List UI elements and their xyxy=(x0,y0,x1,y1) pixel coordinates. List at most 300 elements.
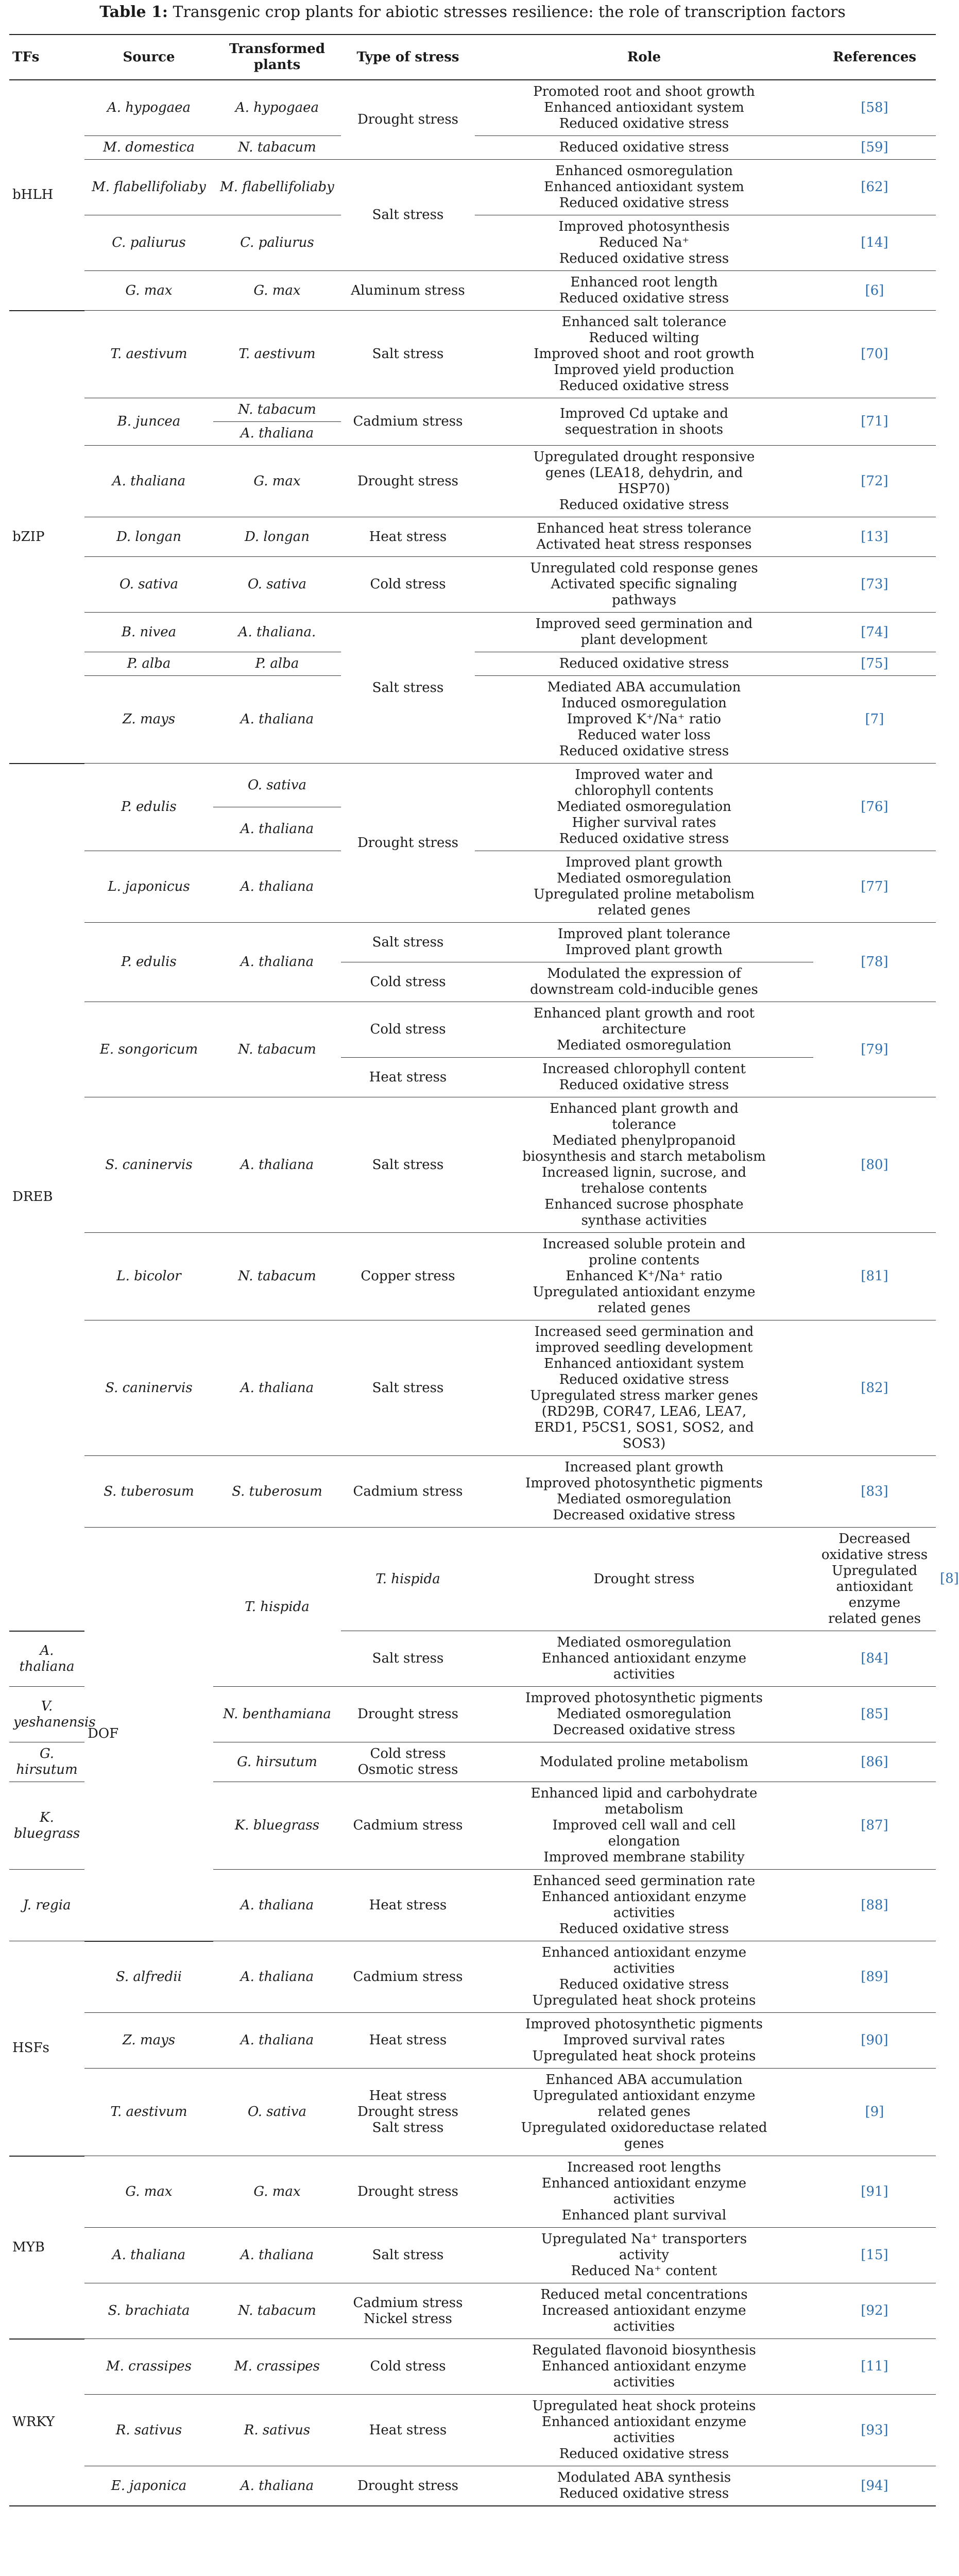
transformed-plant-cell: N. tabacum xyxy=(213,136,341,160)
role-line: Decreased oxidative stress xyxy=(821,1531,928,1563)
reference-link[interactable]: [8] xyxy=(940,1571,959,1587)
table-row xyxy=(9,1002,936,1058)
role-line: tolerance xyxy=(612,1117,676,1132)
source-cell: T. hispida xyxy=(213,1528,341,1687)
role-line: chlorophyll contents xyxy=(574,783,714,799)
role-line: Enhanced salt tolerance xyxy=(561,314,727,330)
reference-link[interactable]: [59] xyxy=(861,140,888,155)
transformed-plant-cell: N. tabacum xyxy=(213,398,341,422)
stress-line: Salt stress xyxy=(372,1651,444,1666)
reference-cell xyxy=(813,2339,936,2395)
role-line: Improved photosynthetic pigments xyxy=(525,1476,763,1491)
reference-cell xyxy=(813,1782,936,1870)
source-cell: S. tuberosum xyxy=(84,1456,213,1528)
reference-link[interactable]: [79] xyxy=(861,1041,888,1057)
reference-cell xyxy=(813,446,936,517)
reference-cell xyxy=(813,2395,936,2466)
reference-cell xyxy=(813,764,936,851)
table-row xyxy=(9,1320,936,1456)
reference-link[interactable]: [77] xyxy=(861,878,888,894)
reference-link[interactable]: [9] xyxy=(865,2104,884,2120)
role-line: Enhanced antioxidant enzyme xyxy=(541,1889,747,1905)
tf-family-cell: HSFs xyxy=(9,1941,84,2156)
header-tfs: TFs xyxy=(9,35,84,80)
reference-cell xyxy=(813,676,936,764)
role-line: Reduced Na⁺ content xyxy=(571,2263,717,2279)
stress-type-cell xyxy=(341,557,475,613)
stress-type-cell xyxy=(341,613,475,764)
role-cell xyxy=(475,1002,813,1058)
role-line: Improved plant growth xyxy=(566,855,723,870)
role-line: SOS3) xyxy=(622,1436,666,1451)
stress-type-cell xyxy=(341,446,475,517)
role-line: Increased root lengths xyxy=(567,2160,721,2175)
role-line: Upregulated heat shock proteins xyxy=(532,2048,756,2064)
reference-link[interactable]: [72] xyxy=(861,473,888,489)
role-cell xyxy=(475,80,813,136)
reference-link[interactable]: [82] xyxy=(861,1380,888,1396)
role-line: Decreased oxidative stress xyxy=(553,1507,735,1523)
transformed-plant-cell: A. thaliana xyxy=(213,676,341,764)
role-line: Enhanced antioxidant enzyme xyxy=(541,2359,747,2374)
source-cell: L. japonicus xyxy=(84,851,213,923)
reference-link[interactable]: [71] xyxy=(861,414,888,429)
role-line: Increased soluble protein and xyxy=(542,1236,746,1252)
reference-cell xyxy=(813,2283,936,2339)
source-cell: O. sativa xyxy=(84,557,213,613)
source-cell: P. alba xyxy=(84,652,213,676)
stress-type-cell xyxy=(341,1687,475,1742)
table-row xyxy=(9,160,936,215)
stress-type-cell xyxy=(341,1097,475,1233)
reference-cell xyxy=(813,215,936,271)
role-line: Activated heat stress responses xyxy=(536,537,752,552)
reference-link[interactable]: [94] xyxy=(861,2478,888,2494)
role-line: Improved cell wall and cell xyxy=(552,1818,736,1833)
source-cell: T. aestivum xyxy=(84,311,213,398)
tf-family-cell: bZIP xyxy=(9,311,84,764)
stress-type-cell xyxy=(475,1528,813,1631)
role-line: downstream cold-inducible genes xyxy=(530,982,758,997)
source-cell: T. aestivum xyxy=(84,2069,213,2156)
reference-link[interactable]: [83] xyxy=(861,1483,888,1499)
stress-line: Salt stress xyxy=(372,2247,444,2263)
role-line: Reduced oxidative stress xyxy=(559,743,729,759)
stress-type-cell xyxy=(341,1631,475,1687)
role-line: Improved photosynthetic pigments xyxy=(525,2016,763,2032)
role-line: Reduced oxidative stress xyxy=(559,1977,729,1992)
source-cell: C. paliurus xyxy=(84,215,213,271)
role-line: Enhanced sucrose phosphate xyxy=(544,1197,744,1212)
stress-type-cell xyxy=(341,1058,475,1097)
role-line: Activated specific signaling xyxy=(551,577,738,592)
stress-type-cell xyxy=(341,2156,475,2228)
stress-type-cell xyxy=(341,1782,475,1870)
source-cell: V. yeshanensis xyxy=(9,1687,84,1742)
role-cell xyxy=(475,1233,813,1320)
role-line: Mediated ABA accumulation xyxy=(547,680,741,695)
stress-line: Cadmium stress xyxy=(353,1483,463,1499)
role-line: Reduced oxidative stress xyxy=(559,291,729,306)
role-line: Reduced oxidative stress xyxy=(559,195,729,211)
reference-link[interactable]: [74] xyxy=(861,624,888,640)
role-line: Enhanced antioxidant system xyxy=(544,179,744,195)
transformed-plant-cell: A. thaliana xyxy=(213,923,341,1002)
role-cell xyxy=(475,652,813,676)
reference-cell xyxy=(813,160,936,215)
reference-link[interactable]: [90] xyxy=(861,2032,888,2048)
reference-cell xyxy=(813,1941,936,2013)
stress-line: Osmotic stress xyxy=(357,1762,458,1777)
role-cell xyxy=(475,1870,813,1941)
role-cell xyxy=(475,1631,813,1687)
transformed-plant-cell: G. max xyxy=(213,446,341,517)
role-cell xyxy=(475,2156,813,2228)
stress-line: Copper stress xyxy=(361,1268,455,1284)
source-cell: A. thaliana xyxy=(84,446,213,517)
table-row xyxy=(9,1456,936,1528)
role-cell xyxy=(813,1528,936,1631)
role-line: Upregulated stress marker genes xyxy=(530,1388,758,1403)
transformed-plant-cell: T. hispida xyxy=(341,1528,475,1631)
role-line: Reduced oxidative stress xyxy=(559,2486,729,2501)
reference-link[interactable]: [88] xyxy=(861,1897,888,1913)
role-line: Upregulated heat shock proteins xyxy=(532,2398,756,2414)
role-line: Enhanced plant survival xyxy=(561,2208,727,2223)
stress-line: Cadmium stress xyxy=(353,1969,463,1985)
transformed-plant-cell: D. longan xyxy=(213,517,341,557)
role-line: activities xyxy=(613,1667,675,1682)
role-line: Reduced oxidative stress xyxy=(559,831,729,846)
header-type-of-stress: Type of stress xyxy=(341,35,475,80)
stress-line: Drought stress xyxy=(357,2478,459,2494)
role-line: related genes xyxy=(597,2104,691,2120)
role-line: related genes xyxy=(828,1611,921,1626)
caption-label: Table 1: xyxy=(99,3,168,21)
role-cell xyxy=(475,446,813,517)
transformed-plant-cell: N. tabacum xyxy=(213,1233,341,1320)
role-cell xyxy=(475,1456,813,1528)
role-line: Improved water and xyxy=(575,767,713,783)
reference-cell xyxy=(813,1320,936,1456)
role-line: activities xyxy=(613,2375,675,2390)
role-cell xyxy=(475,1097,813,1233)
role-line: Mediated phenylpropanoid xyxy=(552,1133,736,1148)
role-line: genes (LEA18, dehydrin, and xyxy=(545,465,743,481)
role-cell xyxy=(475,2228,813,2283)
transformed-plant-cell: S. tuberosum xyxy=(213,1456,341,1528)
source-cell: G. hirsutum xyxy=(9,1742,84,1782)
role-line: proline contents xyxy=(588,1252,700,1268)
table-row xyxy=(9,1097,936,1233)
role-line: improved seedling development xyxy=(535,1340,753,1355)
table-row xyxy=(9,80,936,136)
role-line: Improved K⁺/Na⁺ ratio xyxy=(567,711,722,727)
reference-link[interactable]: [87] xyxy=(861,1818,888,1833)
role-line: Unregulated cold response genes xyxy=(530,561,758,576)
role-line: related genes xyxy=(597,903,691,918)
source-cell: S. caninervis xyxy=(84,1320,213,1456)
reference-link[interactable]: [14] xyxy=(861,235,888,250)
table-row xyxy=(9,2395,936,2466)
role-cell xyxy=(475,271,813,311)
reference-cell xyxy=(813,1456,936,1528)
role-line: Reduced wilting xyxy=(589,330,699,346)
transformed-plant-cell: T. aestivum xyxy=(213,311,341,398)
reference-link[interactable]: [81] xyxy=(861,1268,888,1284)
table-row xyxy=(9,2069,936,2156)
role-line: architecture xyxy=(602,1022,686,1037)
reference-link[interactable]: [75] xyxy=(861,656,888,671)
source-cell: S. caninervis xyxy=(84,1097,213,1233)
table-row xyxy=(9,1941,936,2013)
role-line: Reduced Na⁺ xyxy=(598,235,690,250)
stress-line: Salt stress xyxy=(372,2120,444,2136)
reference-cell xyxy=(813,398,936,446)
role-line: plant development xyxy=(580,632,708,648)
role-line: Improved Cd uptake and xyxy=(559,405,729,421)
transgenic-tf-table xyxy=(9,34,959,2506)
stress-line: Drought stress xyxy=(357,112,459,127)
role-line: Modulated ABA synthesis xyxy=(557,2470,731,2485)
reference-cell xyxy=(813,1631,936,1687)
reference-link[interactable]: [7] xyxy=(865,711,884,727)
stress-line: Drought stress xyxy=(357,2183,459,2199)
stress-type-cell xyxy=(341,2013,475,2069)
reference-link[interactable]: [70] xyxy=(861,346,888,362)
role-line: Increased plant growth xyxy=(564,1460,724,1475)
role-line: Mediated osmoregulation xyxy=(557,1706,731,1722)
table-row xyxy=(9,517,936,557)
reference-cell xyxy=(813,136,936,160)
stress-type-cell xyxy=(341,1870,475,1941)
role-line: Improved plant growth xyxy=(566,942,723,958)
role-line: Enhanced antioxidant enzyme xyxy=(541,1651,747,1666)
role-line: Higher survival rates xyxy=(572,815,716,831)
role-line: metabolism xyxy=(605,1802,683,1817)
stress-type-cell xyxy=(341,1742,475,1782)
role-cell xyxy=(475,2013,813,2069)
tf-family-cell: bHLH xyxy=(9,80,84,311)
stress-line: Cadmium stress xyxy=(353,1818,463,1833)
reference-cell xyxy=(813,2228,936,2283)
reference-cell xyxy=(813,517,936,557)
role-line: activities xyxy=(613,2192,675,2207)
role-line: Mediated osmoregulation xyxy=(557,1038,731,1053)
stress-type-cell xyxy=(341,1941,475,2013)
reference-link[interactable]: [11] xyxy=(861,2359,888,2374)
reference-link[interactable]: [93] xyxy=(861,2422,888,2438)
stress-line: Drought stress xyxy=(357,473,459,489)
role-line: Decreased oxidative stress xyxy=(553,1722,735,1738)
role-line: trehalose contents xyxy=(581,1181,707,1196)
reference-link[interactable]: [62] xyxy=(861,179,888,195)
table-row xyxy=(9,2156,936,2228)
role-line: Increased antioxidant enzyme xyxy=(542,2303,746,2318)
role-cell xyxy=(475,923,813,962)
role-line: Reduced oxidative stress xyxy=(559,1372,729,1387)
reference-link[interactable]: [92] xyxy=(861,2303,888,2318)
role-line: (RD29B, COR47, LEA6, LEA7, xyxy=(541,1404,747,1419)
stress-line: Drought stress xyxy=(593,1571,695,1587)
stress-type-cell xyxy=(341,1233,475,1320)
role-cell xyxy=(475,215,813,271)
role-line: Upregulated antioxidant enzyme xyxy=(533,1284,756,1300)
stress-type-cell xyxy=(341,2283,475,2339)
reference-cell xyxy=(813,1742,936,1782)
table-row xyxy=(9,923,936,962)
role-line: Reduced oxidative stress xyxy=(559,1921,729,1937)
role-line: synthase activities xyxy=(581,1213,707,1228)
transformed-plant-cell: K. bluegrass xyxy=(213,1782,341,1870)
role-cell xyxy=(475,2466,813,2506)
table-row xyxy=(9,2283,936,2339)
role-line: Improved photosynthesis xyxy=(558,219,730,234)
role-line: Mediated osmoregulation xyxy=(557,871,731,886)
role-cell xyxy=(475,1782,813,1870)
source-cell: Z. mays xyxy=(84,676,213,764)
source-cell: A. hypogaea xyxy=(84,80,213,136)
role-line: Enhanced antioxidant system xyxy=(544,1356,744,1371)
role-line: activities xyxy=(613,1961,675,1976)
transformed-plant-cell: A. thaliana xyxy=(9,1631,84,1687)
stress-line: Cold stress xyxy=(370,2359,446,2374)
transformed-plant-cell: O. sativa xyxy=(213,2069,341,2156)
transformed-plant-cell: N. tabacum xyxy=(213,1002,341,1097)
source-cell: K. bluegrass xyxy=(9,1782,84,1870)
reference-cell xyxy=(813,652,936,676)
reference-link[interactable]: [86] xyxy=(861,1754,888,1770)
role-line: Improved plant tolerance xyxy=(558,926,730,942)
stress-line: Salt stress xyxy=(372,346,444,362)
stress-line: Heat stress xyxy=(369,2422,447,2438)
reference-cell xyxy=(813,311,936,398)
reference-cell xyxy=(813,1687,936,1742)
reference-cell xyxy=(813,271,936,311)
transformed-plant-cell: O. sativa xyxy=(213,764,341,807)
role-line: Reduced oxidative stress xyxy=(559,497,729,513)
reference-cell xyxy=(813,613,936,652)
role-line: HSP70) xyxy=(618,481,671,497)
transformed-plant-cell: A. thaliana xyxy=(213,2228,341,2283)
role-cell xyxy=(475,1941,813,2013)
role-line: Improved survival rates xyxy=(563,2032,725,2048)
role-line: Mediated osmoregulation xyxy=(557,1492,731,1507)
transformed-plant-cell: A. thaliana xyxy=(213,807,341,851)
stress-line: Heat stress xyxy=(369,529,447,545)
tf-family-cell: DREB xyxy=(9,764,84,1631)
role-cell xyxy=(475,517,813,557)
role-line: Enhanced antioxidant enzyme xyxy=(541,1945,747,1960)
source-cell: S. alfredii xyxy=(84,1941,213,2013)
table-header-row xyxy=(9,35,936,80)
transformed-plant-cell: A. thaliana xyxy=(213,851,341,923)
stress-type-cell xyxy=(341,2228,475,2283)
stress-line: Salt stress xyxy=(372,1380,444,1396)
source-cell: B. nivea xyxy=(84,613,213,652)
stress-line: Aluminum stress xyxy=(351,282,465,298)
table-row xyxy=(9,398,936,422)
transformed-plant-cell: G. max xyxy=(213,271,341,311)
table-body xyxy=(9,80,959,2506)
stress-line: Heat stress xyxy=(369,2088,447,2104)
stress-type-cell xyxy=(341,271,475,311)
reference-link[interactable]: [15] xyxy=(861,2247,888,2263)
stress-line: Salt stress xyxy=(372,1157,444,1173)
reference-link[interactable]: [80] xyxy=(861,1157,888,1173)
role-line: Enhanced seed germination rate xyxy=(533,1873,756,1889)
role-line: Reduced oxidative stress xyxy=(559,1077,729,1093)
role-line: Modulated proline metabolism xyxy=(540,1754,748,1770)
source-cell: R. sativus xyxy=(84,2395,213,2466)
table-row xyxy=(9,446,936,517)
source-cell: E. songoricum xyxy=(84,1002,213,1097)
reference-cell xyxy=(813,2069,936,2156)
source-cell: P. edulis xyxy=(84,764,213,851)
reference-link[interactable]: [78] xyxy=(861,954,888,970)
role-cell xyxy=(475,962,813,1002)
reference-link[interactable]: [85] xyxy=(861,1706,888,1722)
source-cell: B. juncea xyxy=(84,398,213,446)
role-line: Enhanced plant growth and root xyxy=(533,1006,755,1021)
role-line: Promoted root and shoot growth xyxy=(533,84,755,99)
role-line: Upregulated antioxidant enzyme xyxy=(533,2088,756,2104)
reference-link[interactable]: [13] xyxy=(861,529,888,545)
role-line: Upregulated Na⁺ transporters xyxy=(541,2231,747,2247)
source-cell: J. regia xyxy=(9,1870,84,1941)
transformed-plant-cell: A. thaliana xyxy=(213,1870,341,1941)
reference-cell xyxy=(813,1002,936,1097)
reference-link[interactable]: [91] xyxy=(861,2183,888,2199)
role-line: elongation xyxy=(608,1834,680,1849)
role-line: Mediated osmoregulation xyxy=(557,799,731,815)
transformed-plant-cell: A. hypogaea xyxy=(213,80,341,136)
role-line: Reduced oxidative stress xyxy=(559,378,729,394)
role-line: Regulated flavonoid biosynthesis xyxy=(532,2343,756,2358)
source-cell: M. domestica xyxy=(84,136,213,160)
reference-link[interactable]: [76] xyxy=(861,799,888,815)
role-line: Increased lignin, sucrose, and xyxy=(541,1165,747,1180)
role-cell xyxy=(475,1687,813,1742)
role-line: Enhanced plant growth and xyxy=(550,1101,739,1116)
reference-link[interactable]: [58] xyxy=(861,100,888,115)
stress-type-cell xyxy=(341,160,475,271)
stress-line: Cold stress xyxy=(370,974,446,990)
stress-type-cell xyxy=(341,1320,475,1456)
role-line: Reduced water loss xyxy=(577,727,711,743)
stress-line: Cadmium stress xyxy=(353,2295,463,2311)
role-cell xyxy=(475,1742,813,1782)
reference-link[interactable]: [84] xyxy=(861,1651,888,1666)
role-line: activities xyxy=(613,2319,675,2334)
role-line: Enhanced lipid and carbohydrate xyxy=(530,1786,758,1801)
source-cell: P. edulis xyxy=(84,923,213,1002)
role-line: Mediated osmoregulation xyxy=(557,1635,731,1650)
reference-link[interactable]: [73] xyxy=(861,577,888,592)
role-line: Upregulated oxidoreductase related xyxy=(521,2120,767,2136)
tf-family-cell: MYB xyxy=(9,2156,84,2339)
stress-line: Cold stress xyxy=(370,1746,446,1761)
stress-type-cell xyxy=(341,2466,475,2506)
role-line: Reduced metal concentrations xyxy=(540,2287,748,2302)
stress-type-cell xyxy=(341,1002,475,1058)
reference-link[interactable]: [89] xyxy=(861,1969,888,1985)
role-line: Enhanced ABA accumulation xyxy=(545,2072,743,2088)
role-line: Enhanced heat stress tolerance xyxy=(537,521,751,536)
table-row xyxy=(9,311,936,398)
reference-link[interactable]: [6] xyxy=(865,282,884,298)
transformed-plant-cell: R. sativus xyxy=(213,2395,341,2466)
